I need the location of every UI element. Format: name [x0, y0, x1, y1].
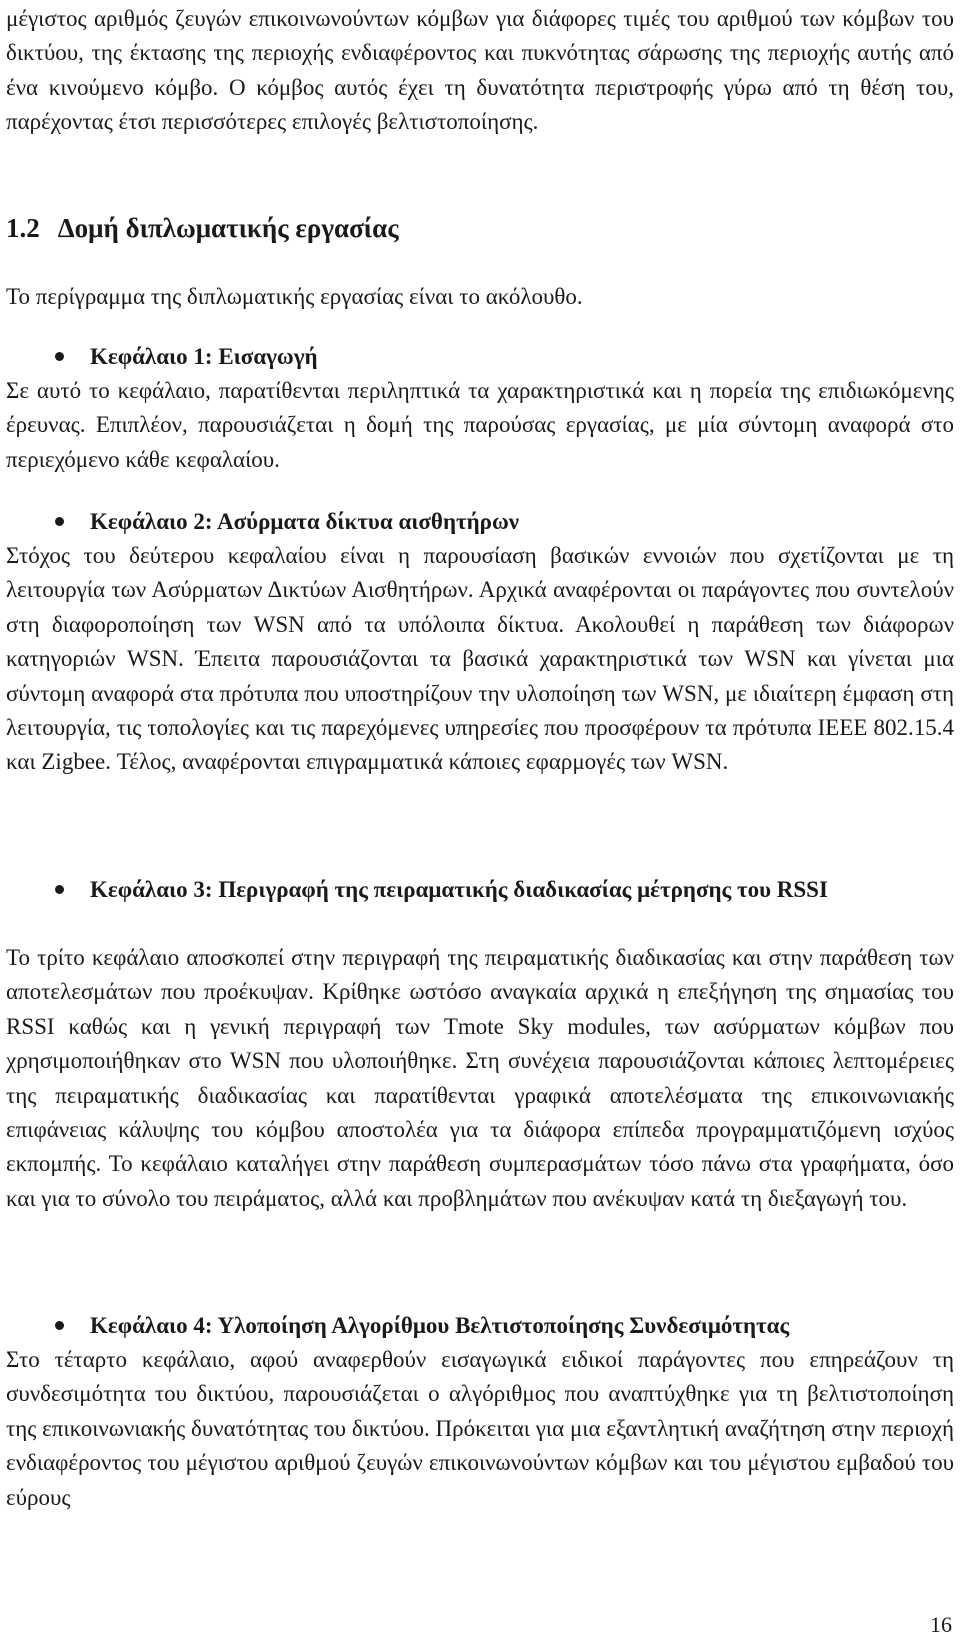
bullet-icon: [55, 1321, 64, 1330]
bullet-icon: [55, 885, 64, 894]
chapter-4-title: Κεφάλαιο 4: Υλοποίηση Αλγορίθμου Βελτιστοποίησης Συνδεσιμότητας: [90, 1313, 790, 1338]
section-heading: [6, 211, 954, 245]
chapter-3-title: Κεφάλαιο 3: Περιγραφή της πειραματικής διαδικασίας μέτρησης του RSSI: [90, 877, 828, 902]
chapter-1-body: Σε αυτό το κεφάλαιο, παρατίθενται περιληπτικά τα χαρακτηριστικά και η πορεία της επιδιωκόμενης έρευνας. Επιπλέον, παρουσιάζεται η δομή της παρούσας εργασίας, με μία σύντομη αναφορά στο περιεχόμενο κάθε κεφαλαίου.: [6, 378, 954, 472]
chapter-3-body: Το τρίτο κεφάλαιο αποσκοπεί στην περιγραφή της πειραματικής διαδικασίας και στην παράθεση των αποτελεσμάτων που προέκυψαν. Κρίθηκε ωστόσο αναγκαία αρχικά η επεξήγηση της σημασίας του RSSI καθώς και η γενική περιγραφή των Tmote Sky modules, των ασύρματων κόμβων που χρησιμοποιήθηκαν στο WSN που υλοποιήθηκε. Στη συνέχεια παρουσιάζονται κάποιες λεπτομέρειες της πειραματικής διαδικασίας και παρατίθενται γραφικά αποτελέσματα της επικοινωνιακής επιφάνειας κάλυψης του κόμβου αποστολέα για τα διάφορα επίπεδα προγραμματιζόμενη ισχύος εκπομπής. Το κεφάλαιο καταλήγει στην παράθεση συμπερασμάτων τόσο πάνω στα γραφήματα, όσο και για το σύνολο του πειράματος, αλλά και προβλημάτων που ανέκυψαν κατά τη διεξαγωγή του.: [6, 945, 954, 1211]
chapter-2-body: Στόχος του δεύτερου κεφαλαίου είναι η παρουσίαση βασικών εννοιών που σχετίζονται με τη λειτουργία των Ασύρματων Δικτύων Αισθητήρων. Αρχικά αναφέρονται οι παράγοντες που συντελούν στη διαφοροποίηση των WSN από τα υπόλοιπα δίκτυα. Ακολουθεί η παράθεση των διάφορων κατηγοριών WSN. Έπειτα παρουσιάζονται τα βασικά χαρακτηριστικά των WSN και γίνεται μια σύντομη αναφορά στα πρότυπα που υποστηρίζουν την υλοποίηση των WSN, με ιδιαίτερη έμφαση στη λειτουργία, τις τοπολογίες και τις παρεχόμενες υπηρεσίες που προσφέρουν τα πρότυπα IEEE 802.15.4 και Zigbee. Τέλος, αναφέρονται επιγραμματικά κάποιες εφαρμογές των WSN.: [6, 543, 954, 775]
chapter-1-title: Κεφάλαιο 1: Εισαγωγή: [90, 344, 318, 369]
section-lead: Το περίγραμμα της διπλωματικής εργασίας είναι το ακόλουθο.: [6, 284, 583, 309]
bullet-icon: [55, 517, 64, 526]
bullet-icon: [55, 352, 64, 361]
section-title: Δομή διπλωματικής εργασίας: [57, 213, 399, 243]
page-number: 16: [930, 1612, 952, 1637]
intro-paragraph: μέγιστος αριθμός ζευγών επικοινωνούντων κόμβων για διάφορες τιμές του αριθμού των κόμβων του δικτύου, της έκτασης της περιοχής ενδιαφέροντος και πυκνότητας σάρωσης της περιοχής αυτής από ένα κινούμενο κόμβο. Ο κόμβος αυτός έχει τη δυνατότητα περιστροφής γύρω από τη θέση του, παρέχοντας έτσι περισσότερες επιλογές βελτιστοποίησης.: [6, 6, 954, 135]
chapter-2-title: Κεφάλαιο 2: Ασύρματα δίκτυα αισθητήρων: [90, 509, 520, 534]
chapter-4-body: Στο τέταρτο κεφάλαιο, αφού αναφερθούν εισαγωγικά ειδικοί παράγοντες που επηρεάζουν τη συνδεσιμότητα του δικτύου, παρουσιάζεται ο αλγόριθμος που αναπτύχθηκε για τη βελτιστοποίηση της επικοινωνιακής δυνατότητας του δικτύου. Πρόκειται για μια εξαντλητική αναζήτηση στην περιοχή ενδιαφέροντος του μέγιστου αριθμού ζευγών επικοινωνούντων κόμβων και του μέγιστου εμβαδού του εύρους: [6, 1347, 954, 1510]
section-number: 1.2: [6, 213, 40, 243]
